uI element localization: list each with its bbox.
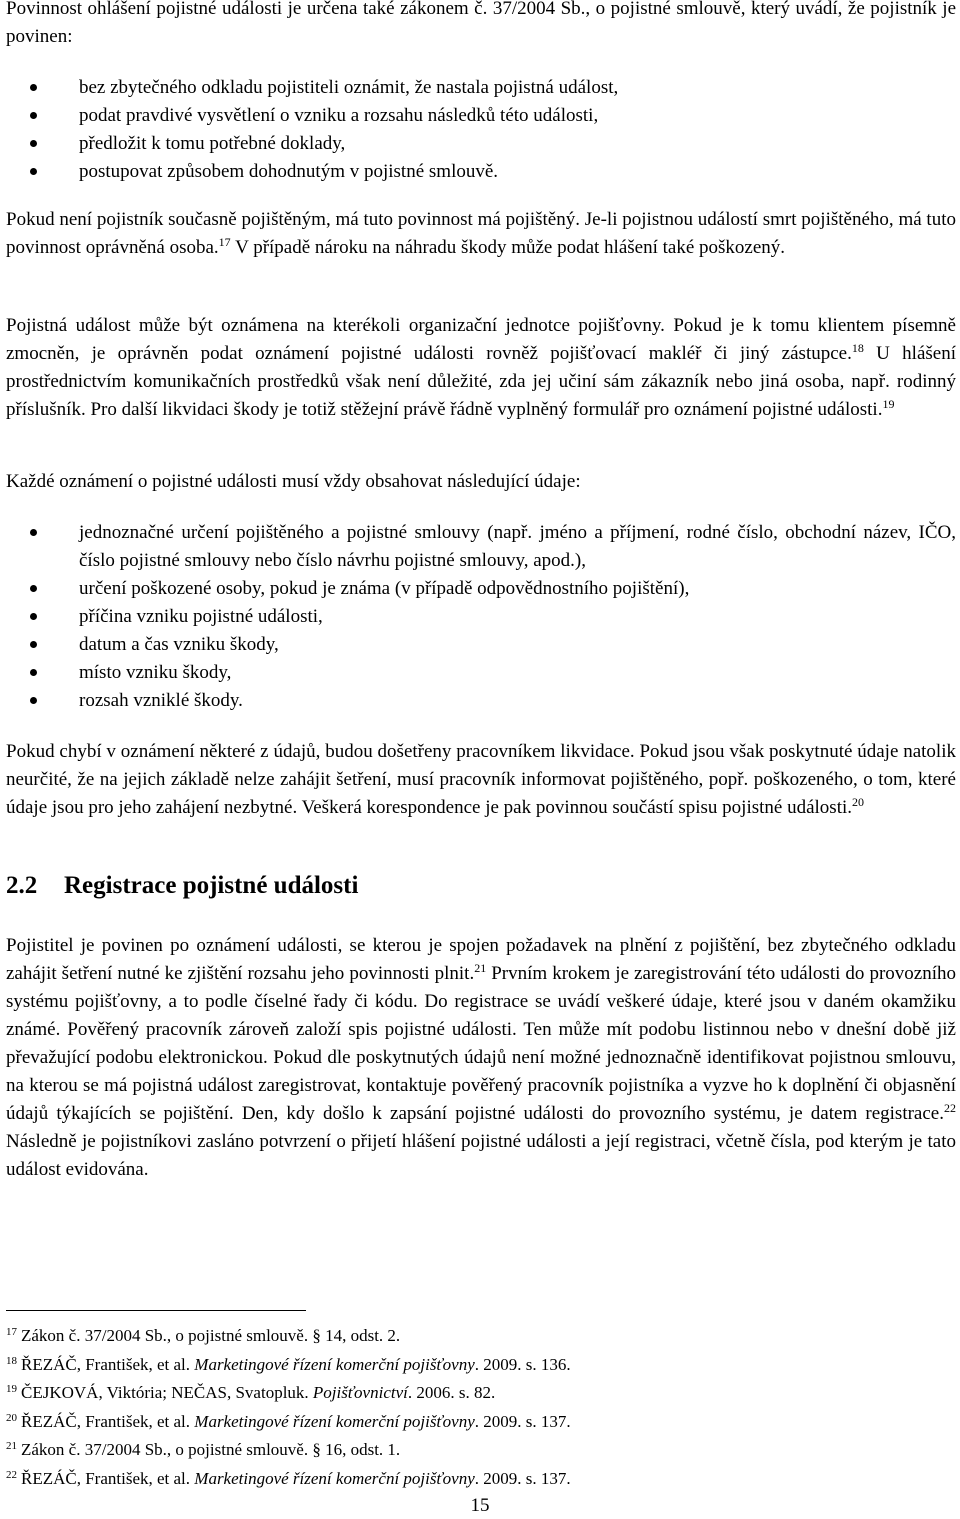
footnote-title: Marketingové řízení komerční pojišťovny [194, 1354, 475, 1374]
footnote [6, 1351, 956, 1380]
footnote-number: 20 [6, 1411, 17, 1424]
list-item: předložit k tomu potřebné doklady, [6, 130, 956, 158]
paragraph-text: Prvním krokem je zaregistrování této události do provozního systému pojišťovny, a to podle číselné řady či kódu. Do registrace se uvádí veškeré údaje, které jsou v daném okamžiku známé. Pověřený pracovník zároveň založí spis pojistné události. Ten může mít podobu listinnou nebo v dnešní době již převažující podobu elektronickou. Pokud dle poskytnutých údajů není možné jednoznačně identifikovat pojistnou smlouvu, na kterou se má pojistná událost zaregistrovat, kontaktuje pověřený pracovník pojistníka a vyzve ho k doplnění či objasnění údajů týkajících se pojištění. Den, kdy došlo k zapsání pojistné události do provozního systému, je datem registrace. [6, 963, 956, 1124]
footnote-number: 19 [6, 1383, 17, 1395]
footnote-title: Marketingové řízení komerční pojišťovny [194, 1468, 475, 1488]
required-data-list [6, 519, 956, 715]
paragraph-3 [6, 312, 956, 424]
list-item: bez zbytečného odkladu pojistiteli oznámit, že nastala pojistná událost, [6, 74, 956, 102]
footnote [6, 1465, 956, 1494]
list-item: podat pravdivé vysvětlení o vzniku a rozsahu následků této události, [6, 102, 956, 130]
duties-list [6, 74, 956, 186]
footnote-text: ŘEZÁČ, František, et al. [21, 1411, 195, 1431]
paragraph-5 [6, 738, 956, 822]
footnote-ref: 17 [218, 235, 231, 249]
footnote-text: ŘEZÁČ, František, et al. [21, 1468, 195, 1488]
page-number: 15 [470, 1495, 490, 1516]
paragraph-6 [6, 932, 956, 1184]
footnote-number: 21 [6, 1440, 17, 1452]
footnote-ref: 18 [851, 341, 864, 355]
footnote-number: 18 [6, 1354, 17, 1367]
footnote-ref: 21 [474, 961, 487, 975]
footnote [6, 1379, 956, 1408]
footnote-text: . 2006. s. 82. [407, 1383, 496, 1402]
paragraph-text: Pokud chybí v oznámení některé z údajů, budou došetřeny pracovníkem likvidace. Pokud jsou však poskytnuté údaje natolik neurčité, že na jejich základě nelze zahájit šetření, musí pracovník informovat pojištěného, popř. poškozeného, o tom, které údaje jsou pro jeho zahájení nezbytné. Veškerá korespondence je pak povinnou součástí spisu pojistné události. [6, 741, 956, 818]
footnote-number: 17 [6, 1326, 17, 1338]
list-item: místo vzniku škody, [6, 659, 956, 687]
footnote-title: Pojišťovnictví [312, 1383, 408, 1402]
footnote-text: Zákon č. 37/2004 Sb., o pojistné smlouvě. § 16, odst. 1. [21, 1440, 401, 1459]
list-item: postupovat způsobem dohodnutým v pojistné smlouvě. [6, 158, 956, 186]
paragraph-text: U hlášení prostřednictvím komunikačních prostředků však není důležité, zda jej učiní sám zákazník nebo jiná osoba, např. rodinný příslušník. Pro další likvidaci škody je totiž stěžejní právě řádně vyplněný formulář pro oznámení pojistné události. [6, 343, 956, 420]
paragraph-text: Pojistná událost může být oznámena na kterékoli organizační jednotce pojišťovny. Pokud je k tomu klientem písemně zmocněn, je oprávněn podat oznámení pojistné události rovněž pojišťovací makléř či jiný zástupce. [6, 315, 956, 364]
list-item: příčina vzniku pojistné události, [6, 603, 956, 631]
paragraph-text: Pokud není pojistník současně pojištěným, má tuto povinnost má pojištěný. Je-li pojistnou událostí smrt pojištěného, má tuto povinnost oprávněná osoba. [6, 209, 956, 258]
paragraph-text: Pojistitel je povinen po oznámení události, se kterou je spojen požadavek na plnění z pojištění, bez zbytečného odkladu zahájit šetření nutné ke zjištění rozsahu jeho povinnosti plnit. [6, 935, 956, 984]
footnote-title: Marketingové řízení komerční pojišťovny [194, 1411, 475, 1431]
footnote-text: . 2009. s. 136. [474, 1354, 571, 1374]
section-number: 2.2 [6, 872, 38, 899]
footnote-text: ŘEZÁČ, František, et al. [21, 1354, 195, 1374]
paragraph-text: V případě nároku na náhradu škody může podat hlášení také poškozený. [230, 237, 786, 258]
list-item: rozsah vzniklé škody. [6, 687, 956, 715]
footnote-ref: 19 [882, 397, 895, 411]
list-item: jednoznačné určení pojištěného a pojistné smlouvy (např. jméno a příjmení, rodné číslo, obchodní název, IČO, číslo pojistné smlouvy nebo číslo návrhu pojistné smlouvy, apod.), [6, 519, 956, 575]
footnote [6, 1322, 956, 1351]
footnote-text: Zákon č. 37/2004 Sb., o pojistné smlouvě. § 14, odst. 2. [21, 1326, 401, 1345]
section-title: Registrace pojistné události [64, 872, 359, 899]
footnote-ref: 22 [944, 1101, 956, 1115]
footnotes [6, 1322, 956, 1493]
list-item: určení poškozené osoby, pokud je známa (v případě odpovědnostního pojištění), [6, 575, 956, 603]
paragraph-2 [6, 206, 956, 262]
footnote [6, 1436, 956, 1465]
intro-paragraph: Povinnost ohlášení pojistné události je určena také zákonem č. 37/2004 Sb., o pojistné smlouvě, který uvádí, že pojistník je povinen: [6, 0, 956, 47]
footnote [6, 1408, 956, 1437]
footnote-number: 22 [6, 1468, 17, 1481]
footnote-text: . 2009. s. 137. [474, 1411, 571, 1431]
footnote-text: . 2009. s. 137. [474, 1468, 571, 1488]
paragraph-text: Následně je pojistníkovi zasláno potvrzení o přijetí hlášení pojistné události a její registraci, včetně čísla, pod kterým je tato událost evidována. [6, 1131, 956, 1180]
footnote-ref: 20 [852, 795, 865, 809]
footnote-text: ČEJKOVÁ, Viktória; NEČAS, Svatopluk. [21, 1383, 313, 1402]
section-heading [6, 870, 358, 902]
list-item: datum a čas vzniku škody, [6, 631, 956, 659]
footnote-divider [6, 1310, 306, 1311]
paragraph-4: Každé oznámení o pojistné události musí vždy obsahovat následující údaje: [6, 471, 581, 492]
